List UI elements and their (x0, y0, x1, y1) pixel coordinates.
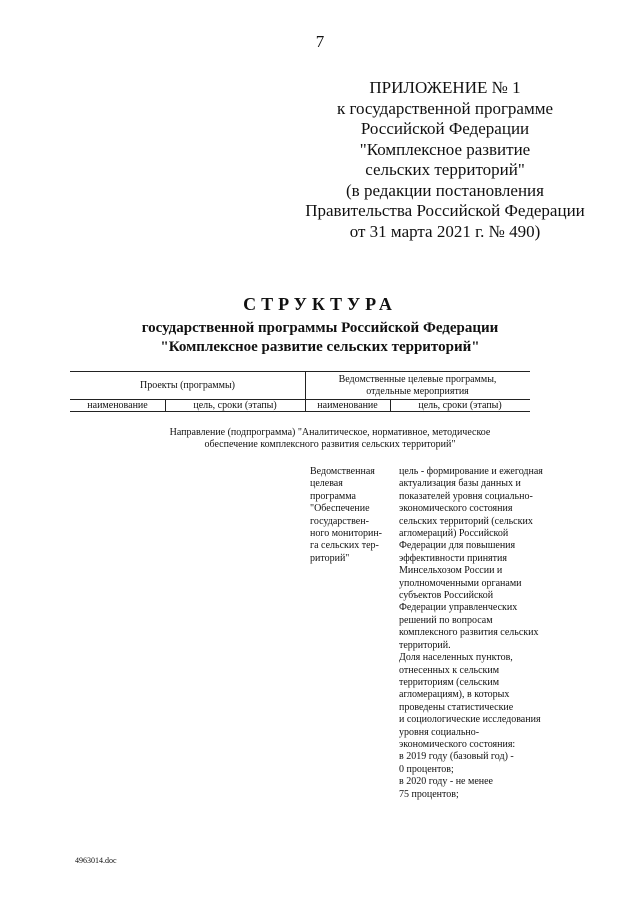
program-goal-line: экономического состояния (399, 503, 513, 515)
column-name-1: наименование (87, 400, 148, 411)
appendix-line: к государственной программе (336, 98, 554, 118)
departmental-header-line: Ведомственные целевые программы, (338, 374, 497, 385)
program-goal (399, 466, 559, 801)
program-goal-line: эффективности принятия (399, 552, 507, 564)
program-goal-line: Минсельхозом России и (399, 565, 503, 577)
appendix-line: (в редакции постановления (346, 180, 544, 200)
direction-heading (140, 427, 520, 451)
program-name-line: риторий" (310, 552, 350, 564)
column-name-2: наименование (317, 400, 378, 411)
appendix-line: Правительства Российской Федерации (305, 201, 585, 220)
program-goal-line: экономического состояния: (399, 738, 516, 750)
program-goal-line: сельских территорий (сельских (399, 515, 533, 527)
program-goal-line: решений по вопросам (399, 614, 493, 626)
program-name-line: программа (310, 490, 356, 502)
program-goal-line: территориям (сельским (399, 676, 500, 688)
program-goal-line: 75 процентов; (399, 788, 459, 800)
appendix-line: от 31 марта 2021 г. № 490) (349, 221, 541, 241)
departmental-header-line: отдельные мероприятия (366, 386, 469, 397)
appendix-line: сельских территорий" (365, 160, 525, 179)
direction-line: Направление (подпрограмма) "Аналитическое, нормативное, методическое (169, 427, 491, 438)
appendix-line: ПРИЛОЖЕНИЕ № 1 (369, 78, 521, 97)
program-goal-line: субъектов Российской (399, 590, 494, 602)
program-goal-line: агломерациям), в которых (399, 689, 510, 701)
document-subtitle (0, 319, 640, 357)
program-name-line: га сельских тер- (310, 540, 379, 552)
appendix-header (300, 78, 590, 242)
program-goal-line: комплексного развития сельских (399, 627, 539, 639)
document-code: 4963014.doc (75, 856, 117, 865)
subtitle-line: государственной программы Российской Федерации (141, 320, 499, 336)
program-goal-line: и социологические исследования (399, 714, 541, 726)
program-goal-line: в 2020 году - не менее (399, 776, 493, 788)
program-goal-line: проведены статистические (399, 701, 514, 713)
program-goal-line: актуализация базы данных и (399, 478, 521, 490)
appendix-line: Российской Федерации (360, 119, 530, 138)
program-name (310, 466, 390, 565)
structure-table-header (70, 371, 530, 411)
program-name-line: Ведомственная (310, 466, 375, 477)
appendix-line: "Комплексное развитие (359, 139, 531, 159)
table-top-border (70, 371, 530, 372)
program-goal-line: Федерации управленческих (399, 602, 518, 614)
program-name-line: ного мониторин- (310, 528, 383, 540)
program-goal-line: цель - формирование и ежегодная (399, 466, 543, 477)
program-goal-line: 0 процентов; (399, 763, 454, 775)
document-title: СТРУКТУРА (243, 294, 397, 314)
projects-header: Проекты (программы) (139, 380, 236, 391)
program-goal-line: территорий. (399, 639, 451, 651)
program-goal-line: уровня социально- (399, 726, 480, 738)
column-goal-2: цель, сроки (этапы) (418, 400, 502, 411)
program-goal-line: Доля населенных пунктов, (399, 652, 513, 664)
program-goal-line: показателей уровня социально- (399, 490, 533, 502)
program-goal-line: агломераций) Российской (399, 528, 509, 540)
program-name-line: "Обеспечение (310, 503, 370, 515)
direction-line: обеспечение комплексного развития сельских территорий" (204, 439, 456, 450)
column-goal-1: цель, сроки (этапы) (193, 400, 277, 411)
program-name-line: целевая (310, 478, 343, 490)
program-name-line: государствен- (310, 515, 369, 527)
program-goal-line: отнесенных к сельским (399, 664, 500, 676)
page-number: 7 (315, 32, 325, 51)
subtitle-line: "Комплексное развитие сельских территорий" (160, 339, 480, 355)
program-goal-line: в 2019 году (базовый год) - (399, 751, 514, 763)
program-goal-line: уполномоченными органами (399, 577, 522, 589)
program-goal-line: Федерации для повышения (399, 540, 516, 552)
